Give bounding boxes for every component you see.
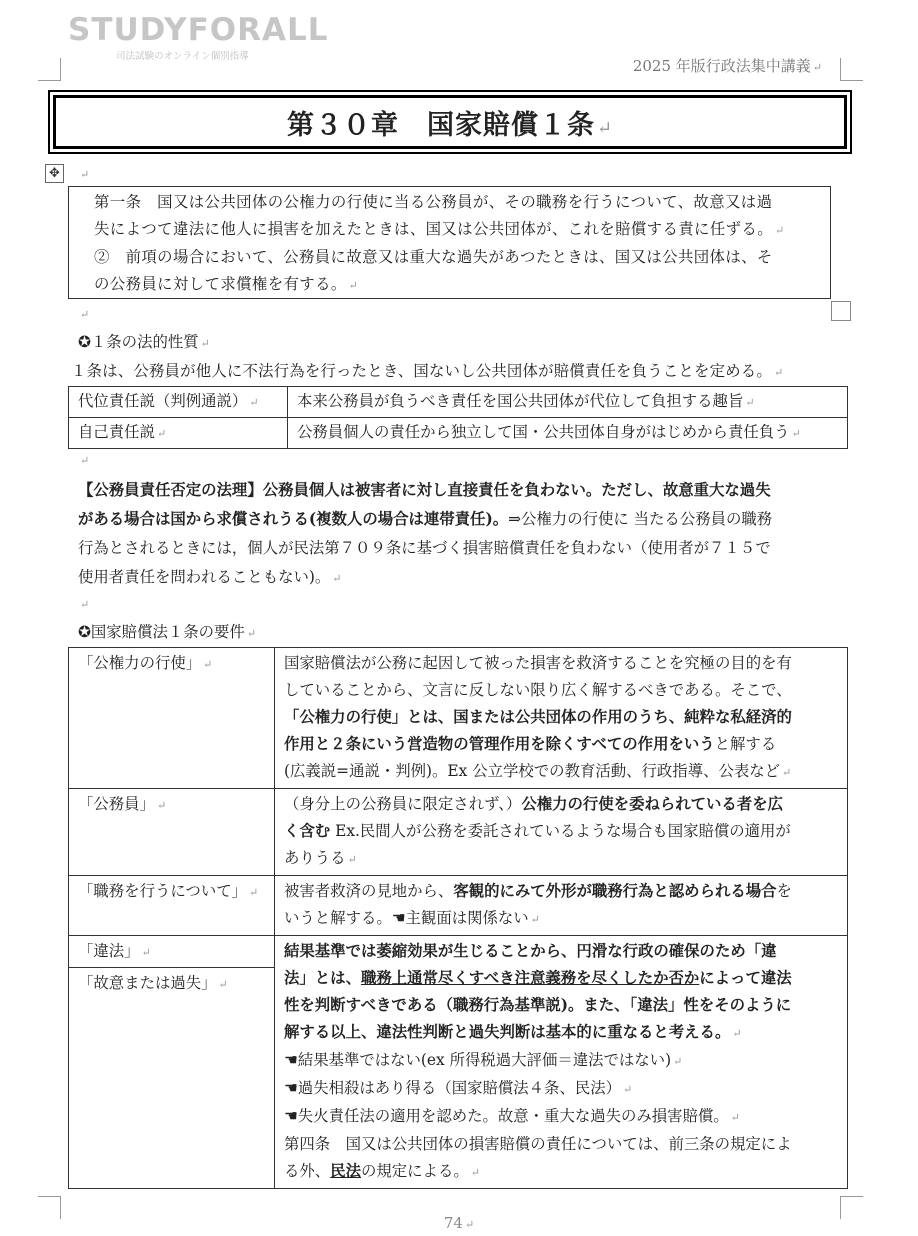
table-row — [69, 387, 848, 418]
table-row — [69, 418, 848, 449]
crop-mark-top-right — [840, 58, 863, 81]
page-number: 74 ↵ — [443, 1214, 475, 1232]
requirement-term: 「公務員」 ↵ — [69, 789, 275, 876]
requirement-term-pair — [69, 936, 275, 1189]
table-row — [69, 789, 848, 876]
empty-paragraph: ↵ — [80, 168, 90, 181]
table-row — [69, 648, 848, 789]
requirement-term: 「故意または過失」 ↵ — [78, 974, 228, 992]
chapter-title: 第３０章 国家賠償１条 ↵ — [286, 110, 614, 141]
theory-desc: 本来公務員が負うべき責任を国公共団体が代位して負担する趣旨 ↵ — [288, 387, 848, 418]
table-move-handle-icon[interactable]: ✥ — [45, 164, 64, 183]
table-row — [69, 876, 848, 936]
section1-intro: １条は、公務員が他人に不法行為を行ったとき、国ないし公共団体が賠償責任を負うことを定める。 ↵ — [71, 362, 784, 380]
section1-heading: ✪１条の法的性質 ↵ — [78, 333, 210, 351]
crop-mark-top-left — [38, 58, 61, 81]
theory-term: 自己責任説 ↵ — [69, 418, 288, 449]
public-servant-liability-principle: 【公務員責任否定の法理】公務員個人は被害者に対し直接責任を負わない。ただし、故意重大な過失 がある場合は国から求償されうる(複数人の場合は連帯責任)。⇒公権力の行使に 当たる公務員の職務 行為とされるときには，個人が民法第７０９条に基づく損害賠償責任を負わない（使用者が７１５で 使用者責任を問われることもない)。 ↵ — [78, 481, 773, 586]
section2-heading: ✪国家賠償法１条の要件 ↵ — [78, 623, 257, 641]
requirement-desc: 国家賠償法が公務に起因して被った損害を救済することを究極の目的を有 していることから、文言に反しない限り広く解するべきである。そこで、 「公権力の行使」とは、国または公共団体の作用のうち、純粋な私経済的 作用と２条にいう営造物の管理作用を除くすべての作用をいうと解する (広義説=通説・判例)。Ex 公立学校での教育活動、行政指導、公表など ↵ — [275, 648, 848, 789]
empty-paragraph: ↵ — [80, 598, 90, 611]
theory-term: 代位責任説（判例通説） ↵ — [69, 387, 288, 418]
requirement-term: 「違法」 ↵ — [69, 936, 274, 968]
header-series: 2025 年版行政法集中講義 ↵ — [632, 57, 822, 75]
table-resize-handle[interactable] — [831, 301, 851, 321]
requirement-desc: 結果基準では萎縮効果が生じることから、円滑な行政の確保のため「違 法」とは、職務上通常尽くすべき注意義務を尽くしたか否かによって違法 性を判断すべきである（職務行為基準説)。また、「違法」性をそのように 解する以上、違法性判断と過失判断は基本的に重なると考える。 ↵ ☚結果基準ではない(ex 所得税過大評価＝違法ではない) ↵ ☚過失相殺はあり得る（国家賠償法４条、民法） ↵ ☚失火責任法の適用を認めた。故意・重大な過失のみ損害賠償。 ↵ 第四条 国又は公共団体の損害賠償の責任については、前三条の規定によ る外、民法の規定による。 ↵ — [275, 936, 848, 1189]
requirement-desc: 被害者救済の見地から、客観的にみて外形が職務行為と認められる場合を いうと解する。☚主観面は関係ない ↵ — [275, 876, 848, 936]
law-article-1-box — [68, 186, 831, 299]
law-line: 失によつて違法に他人に損害を加えたときは、国又は公共団体が、これを賠償する責に任ずる。 ↵ — [94, 220, 785, 238]
empty-paragraph: ↵ — [80, 308, 90, 321]
theory-desc: 公務員個人の責任から独立して国・公共団体自身がはじめから責任負う ↵ — [288, 418, 848, 449]
requirements-table — [68, 647, 848, 1189]
liability-theory-table — [68, 386, 848, 449]
requirement-term: 「職務を行うについて」 ↵ — [69, 876, 275, 936]
empty-paragraph: ↵ — [80, 454, 90, 467]
law-line: ② 前項の場合において、公務員に故意又は重大な過失があつたときは、国又は公共団体は、そ — [94, 248, 773, 266]
requirement-desc: （身分上の公務員に限定されず、）公権力の行使を委ねられている者を広 く含む Ex.民間人が公務を委託されているような場合も国家賠償の適用が ありうる ↵ — [275, 789, 848, 876]
law-line: の公務員に対して求償権を有する。 ↵ — [94, 275, 359, 293]
logo-tagline: 司法試験のオンライン個別指導 — [116, 51, 249, 62]
requirement-term: 「公権力の行使」 ↵ — [69, 648, 275, 789]
logo-brand: STUDYFORALL — [68, 12, 329, 48]
studyforall-logo — [68, 14, 328, 62]
law-line: 第一条 国又は公共団体の公権力の行使に当る公務員が、その職務を行うについて、故意又は過 — [94, 193, 773, 211]
chapter-title-box — [48, 90, 852, 154]
table-row — [69, 936, 848, 1189]
